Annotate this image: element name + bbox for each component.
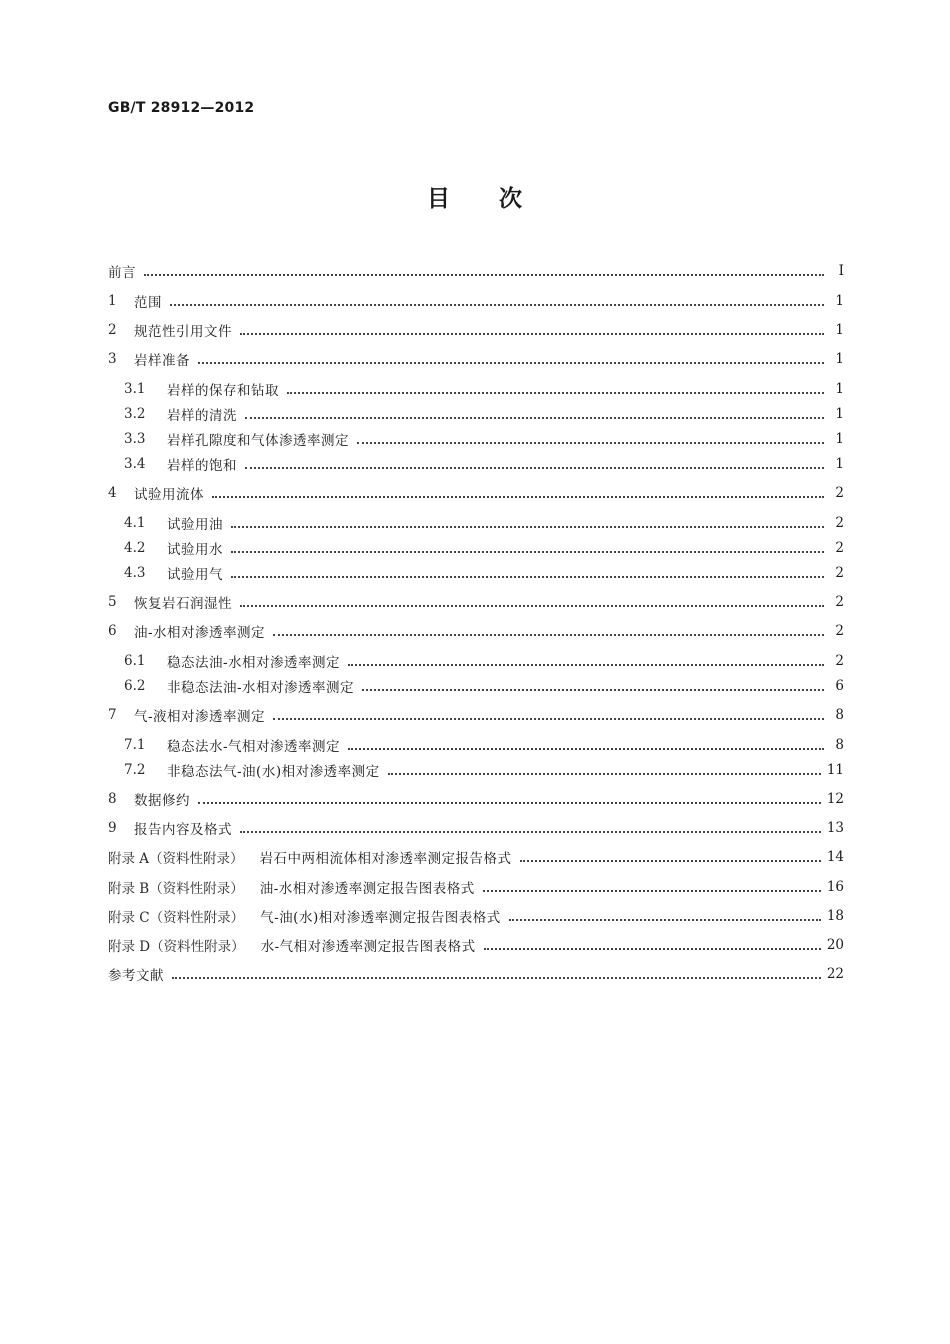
toc-entry-page: 2	[835, 540, 844, 556]
toc-leader-dots	[245, 466, 824, 469]
toc-entry[interactable]	[124, 512, 844, 534]
toc-entry-page: Ⅰ	[838, 263, 844, 279]
toc-leader-dots	[245, 416, 824, 419]
toc-entry-title: 恢复岩石润湿性	[134, 596, 232, 612]
toc-entry[interactable]	[108, 319, 844, 341]
toc-entry[interactable]	[108, 846, 844, 868]
toc-leader-dots	[357, 441, 824, 444]
toc-entry[interactable]	[108, 482, 844, 504]
toc-entry-number: 附录 A（资料性附录）	[108, 851, 244, 867]
toc-entry-page: 2	[835, 653, 844, 669]
toc-entry-number: 7	[108, 707, 117, 723]
toc-entry-page: 2	[835, 565, 844, 581]
toc-entry[interactable]	[108, 817, 844, 839]
toc-entry-number: 2	[108, 322, 117, 338]
toc-entry-number: 3.2	[124, 406, 146, 422]
toc-entry-number: 4.3	[124, 565, 146, 581]
toc-entry-page: 1	[835, 431, 844, 447]
toc-entry-title: 岩石中两相流体相对渗透率测定报告格式	[259, 851, 512, 867]
toc-entry-page: 2	[835, 623, 844, 639]
toc-entry-title: 油-水相对渗透率测定	[134, 625, 266, 641]
toc-entry-title: 岩样准备	[134, 353, 190, 369]
toc-entry-title: 范围	[134, 295, 162, 311]
toc-entry-title: 数据修约	[134, 793, 190, 809]
toc-leader-dots	[388, 772, 821, 775]
toc-entry-page: 6	[835, 678, 844, 694]
toc-leader-dots	[198, 361, 824, 364]
toc-entry-title: 岩样的清洗	[167, 408, 237, 424]
toc-entry-page: 8	[835, 737, 844, 753]
toc-entry-title: 规范性引用文件	[134, 324, 232, 340]
toc-entry-number: 6	[108, 623, 117, 639]
toc-entry-title: 油-水相对渗透率测定报告图表格式	[259, 881, 475, 897]
toc-entry[interactable]	[124, 378, 844, 400]
toc-leader-dots	[231, 525, 824, 528]
toc-entry-page: 16	[826, 879, 844, 895]
toc-entry-title: 参考文献	[108, 968, 164, 984]
toc-entry-title: 稳态法水-气相对渗透率测定	[167, 739, 341, 755]
toc-entry[interactable]	[108, 788, 844, 810]
toc-entry-title: 试验用流体	[134, 487, 204, 503]
toc-entry-title: 非稳态法气-油(水)相对渗透率测定	[167, 764, 380, 780]
toc-leader-dots	[170, 303, 824, 306]
toc-entry-number: 4.1	[124, 515, 146, 531]
toc-entry[interactable]	[108, 704, 844, 726]
toc-leader-dots	[287, 391, 824, 394]
toc-entry[interactable]	[124, 403, 844, 425]
toc-entry-page: 1	[835, 293, 844, 309]
toc-entry-page: 2	[835, 485, 844, 501]
toc-entry-page: 1	[835, 381, 844, 397]
toc-entry-page: 2	[835, 594, 844, 610]
toc-entry-title: 试验用气	[167, 567, 223, 583]
toc-entry[interactable]	[124, 650, 844, 672]
toc-entry-title: 试验用水	[167, 542, 223, 558]
toc-entry[interactable]	[108, 905, 844, 927]
toc-entry-page: 2	[835, 515, 844, 531]
toc-leader-dots	[484, 947, 821, 950]
toc-entry-title: 报告内容及格式	[134, 822, 232, 838]
toc-leader-dots	[231, 550, 824, 553]
toc-entry[interactable]	[108, 963, 844, 985]
toc-leader-dots	[273, 717, 824, 720]
toc-entry-number: 4.2	[124, 540, 146, 556]
toc-entry-title: 岩样的饱和	[167, 458, 237, 474]
toc-entry-number: 附录 C（资料性附录）	[108, 910, 245, 926]
toc-entry-number: 8	[108, 791, 117, 807]
toc-entry-page: 1	[835, 406, 844, 422]
toc-entry[interactable]	[124, 562, 844, 584]
toc-entry-page: 1	[835, 322, 844, 338]
toc-entry-number: 4	[108, 485, 117, 501]
toc-entry-number: 附录 B（资料性附录）	[108, 881, 244, 897]
toc-entry-number: 附录 D（资料性附录）	[108, 939, 245, 955]
toc-leader-dots	[198, 801, 821, 804]
standard-code: GB/T 28912—2012	[108, 100, 255, 116]
toc-leader-dots	[212, 495, 824, 498]
toc-entry[interactable]	[124, 759, 844, 781]
toc-entry-page: 14	[826, 849, 844, 865]
toc-leader-dots	[348, 747, 824, 750]
toc-leader-dots	[144, 273, 824, 276]
toc-leader-dots	[240, 604, 824, 607]
toc-entry-title: 非稳态法油-水相对渗透率测定	[167, 680, 355, 696]
toc-entry[interactable]	[124, 537, 844, 559]
toc-entry-title: 岩样的保存和钻取	[167, 383, 279, 399]
toc-entry[interactable]	[108, 876, 844, 898]
toc-leader-dots	[172, 976, 821, 979]
toc-entry-title: 前言	[108, 265, 136, 281]
toc-leader-dots	[240, 830, 821, 833]
toc-entry-page: 1	[835, 351, 844, 367]
toc-entry[interactable]	[124, 428, 844, 450]
toc-entry-page: 13	[826, 820, 844, 836]
toc-entry-page: 8	[835, 707, 844, 723]
toc-entry-number: 3.1	[124, 381, 146, 397]
toc-entry-number: 5	[108, 594, 117, 610]
toc-entry-page: 12	[826, 791, 844, 807]
toc-entry-title: 气-油(水)相对渗透率测定报告图表格式	[260, 910, 501, 926]
toc-leader-dots	[362, 688, 824, 691]
toc-entry-number: 3	[108, 351, 117, 367]
toc-entry-page: 20	[826, 937, 844, 953]
toc-entry[interactable]	[108, 348, 844, 370]
page-title: 目 次	[427, 186, 523, 212]
toc-entry-number: 3.4	[124, 456, 146, 472]
toc-entry-page: 11	[826, 762, 844, 778]
toc-leader-dots	[483, 889, 821, 892]
toc-entry-number: 6.1	[124, 653, 146, 669]
toc-entry-number: 6.2	[124, 678, 146, 694]
toc-entry-number: 1	[108, 293, 117, 309]
toc-entry[interactable]	[108, 591, 844, 613]
toc-entry-number: 9	[108, 820, 117, 836]
toc-entry[interactable]	[108, 260, 844, 282]
toc-leader-dots	[240, 332, 824, 335]
toc-entry-title: 岩样孔隙度和气体渗透率测定	[167, 433, 349, 449]
toc-entry-title: 气-液相对渗透率测定	[134, 709, 266, 725]
toc-leader-dots	[520, 859, 821, 862]
toc-leader-dots	[231, 575, 824, 578]
toc-entry-page: 18	[826, 908, 844, 924]
toc-entry[interactable]	[124, 675, 844, 697]
toc-entry-page: 1	[835, 456, 844, 472]
toc-entry[interactable]	[108, 934, 844, 956]
toc-entry[interactable]	[108, 290, 844, 312]
toc-leader-dots	[509, 918, 821, 921]
toc-entry-page: 22	[826, 966, 844, 982]
toc-entry-title: 水-气相对渗透率测定报告图表格式	[260, 939, 476, 955]
toc-entry-number: 7.2	[124, 762, 146, 778]
toc-leader-dots	[273, 633, 824, 636]
toc-entry-number: 7.1	[124, 737, 146, 753]
toc-entry[interactable]	[124, 734, 844, 756]
toc-leader-dots	[348, 663, 824, 666]
toc-entry-number: 3.3	[124, 431, 146, 447]
toc-entry[interactable]	[108, 620, 844, 642]
toc-entry-title: 试验用油	[167, 517, 223, 533]
toc-entry-title: 稳态法油-水相对渗透率测定	[167, 655, 341, 671]
toc-entry[interactable]	[124, 453, 844, 475]
